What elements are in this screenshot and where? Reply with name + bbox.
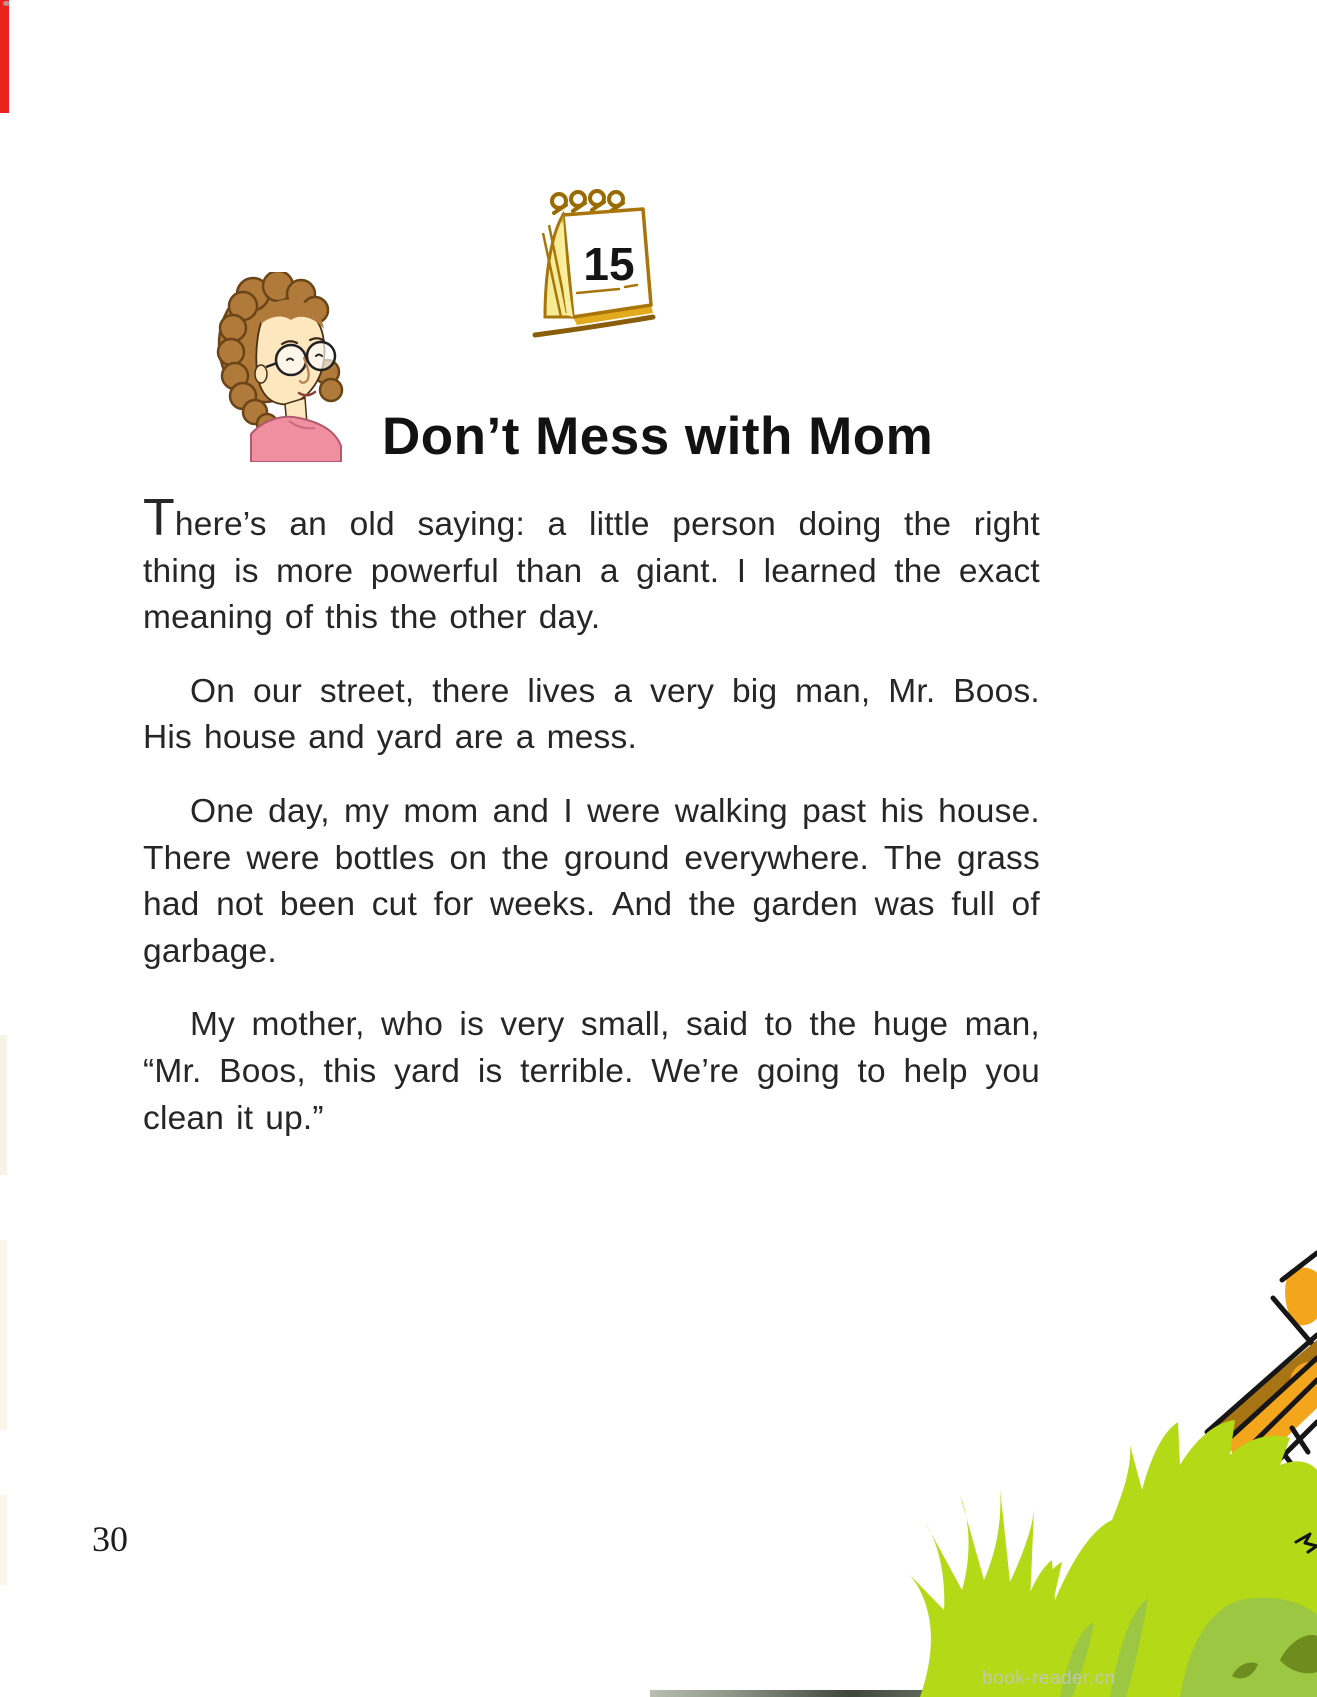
story-line: His house and yard are a mess. — [143, 719, 637, 757]
story-text — [143, 489, 1040, 1146]
story-line: clean it up.” — [143, 1099, 324, 1137]
story-line: There were bottles on the ground everywhere. The grass — [143, 839, 1040, 877]
scan-streak — [0, 1035, 7, 1175]
story-line: My mother, who is very small, said to the huge man, — [190, 1006, 1040, 1044]
page-edge-red-strip — [0, 0, 9, 113]
desk-calendar-icon — [515, 185, 665, 355]
story-paragraph — [143, 793, 1040, 979]
chapter-title: Don’t Mess with Mom — [382, 406, 934, 466]
ear — [255, 365, 267, 383]
watermark: book-reader.cn — [982, 1668, 1116, 1689]
story-line: meaning of this the other day. — [143, 599, 601, 637]
story-paragraph — [143, 1006, 1040, 1146]
story-line: thing is more powerful than a giant. I learned the exact — [143, 552, 1040, 590]
grass-and-yard-clutter-illustration — [880, 1170, 1317, 1697]
scan-streak — [0, 1240, 7, 1430]
story-line: “Mr. Boos, this yard is terrible. We’re going to help you — [143, 1052, 1040, 1090]
tipped-pot — [1273, 1253, 1317, 1346]
shirt — [251, 417, 341, 462]
scan-streak — [0, 1495, 7, 1585]
page-number: 30 — [92, 1519, 128, 1559]
story-line: On our street, there lives a very big man, Mr. Boos. — [190, 672, 1040, 710]
calendar-day-number: 15 — [583, 238, 635, 290]
scan-speck — [3, 1, 10, 6]
story-line: garbage. — [143, 932, 277, 970]
story-line: had not been cut for weeks. And the garden was full of — [143, 886, 1040, 924]
story-paragraph — [143, 673, 1040, 766]
story-line: One day, my mom and I were walking past his house. — [190, 792, 1040, 830]
story-line: There’s an old saying: a little person doing the right — [143, 489, 1040, 547]
mom-portrait-illustration — [203, 272, 353, 462]
story-paragraph — [143, 489, 1040, 646]
